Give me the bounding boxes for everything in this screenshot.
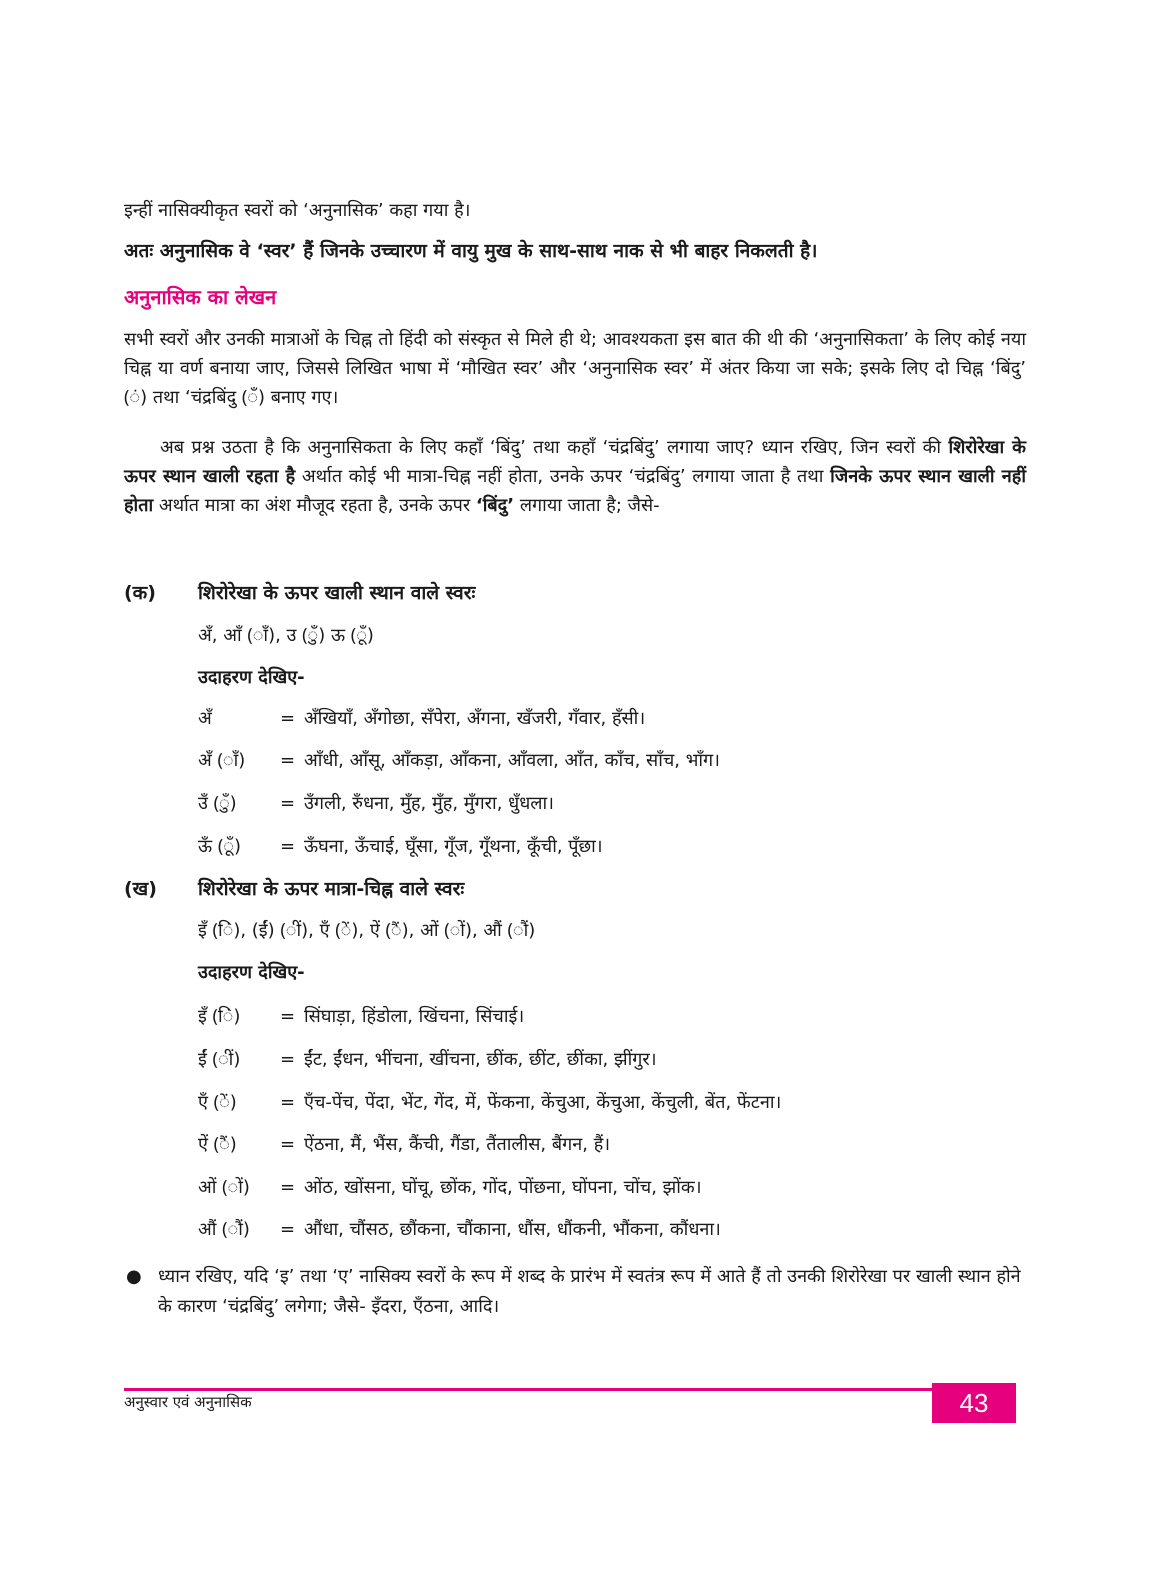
example-words: आँधी, आँसू, आँकड़ा, आँकना, आँवला, आँत, काँच, साँच, भाँग। — [304, 750, 720, 771]
intro-text: इन्हीं नासिक्यीकृत स्वरों को ‘अनुनासिक’ कहा गया है। — [124, 200, 471, 221]
example-words: ईंट, ईंधन, भींचना, खींचना, छींक, छींट, छींका, झींगुर। — [304, 1049, 657, 1070]
equals-sign: = — [280, 1177, 296, 1198]
example-row — [198, 1130, 610, 1160]
example-key: अँ (ाँ) — [198, 750, 246, 771]
equals-sign: = — [280, 836, 296, 857]
example-row — [198, 1215, 721, 1245]
paragraph-2-text-3: अर्थात मात्रा का अंश मौजूद रहता है, उनके ऊपर — [153, 495, 476, 516]
section-b-label: (ख) — [124, 878, 157, 900]
section-a-examples-title: उदाहरण देखिए- — [198, 667, 305, 688]
example-row — [198, 832, 603, 862]
example-key: एँ (ें) — [198, 1092, 237, 1113]
example-key: ऐं (ैं) — [198, 1134, 237, 1155]
paragraph-2-text-4: लगाया जाता है; जैसे- — [514, 495, 660, 516]
example-row — [198, 1173, 702, 1203]
example-row — [198, 704, 645, 734]
bullet-icon: ● — [126, 1266, 142, 1287]
equals-sign: = — [280, 1092, 296, 1113]
paragraph-2-bold-3: ‘बिंदु’ — [475, 495, 515, 516]
page-number: 43 — [932, 1383, 1016, 1423]
example-words: एँच-पेंच, पेंदा, भेंट, गेंद, में, फेंकना, केंचुआ, केंचुआ, केंचुली, बेंत, फेंटना। — [304, 1092, 782, 1113]
section-a-title: शिरोरेखा के ऊपर खाली स्थान वाले स्वरः — [198, 582, 476, 604]
paragraph-2-text-2: अर्थात कोई भी मात्रा-चिह्न नहीं होता, उनके ऊपर ‘चंद्रबिंदु’ लगाया जाता है तथा — [295, 466, 831, 487]
section-a-label: (क) — [124, 582, 156, 604]
equals-sign: = — [280, 793, 296, 814]
example-key: औं (ौं) — [198, 1219, 250, 1240]
equals-sign: = — [280, 750, 296, 771]
paragraph-2-bold-1: शिरोरेखा के ऊपर स्थान खाली रहता है — [124, 437, 1026, 487]
equals-sign: = — [280, 1049, 296, 1070]
section-b-examples-title: उदाहरण देखिए- — [198, 962, 305, 983]
footer-chapter-title: अनुस्वार एवं अनुनासिक — [124, 1393, 252, 1411]
example-row — [198, 1002, 524, 1032]
equals-sign: = — [280, 1006, 296, 1027]
paragraph-1: सभी स्वरों और उनकी मात्राओं के चिह्न तो हिंदी को संस्कृत से मिले ही थे; आवश्यकता इस बात की थी की ‘अनुनासिकता’ के लिए कोई नया चिह्न या वर्ण बनाया जाए, जिससे लिखित भाषा में ‘मौखित स्वर’ और ‘अनुनासिक स्वर’ में अंतर किया जा सके; इसके लिए दो चिह्न ‘बिंदु’ (ं) तथा ‘चंद्रबिंदु (ँ) बनाए गए। — [124, 329, 1026, 408]
example-key: उँ (ुँ) — [198, 793, 237, 814]
example-row — [198, 1045, 657, 1075]
section-b-title: शिरोरेखा के ऊपर मात्रा-चिह्न वाले स्वरः — [198, 878, 465, 900]
note-text: ध्यान रखिए, यदि ‘इ’ तथा ‘ए’ नासिक्य स्वरों के रूप में शब्द के प्रारंभ में स्वतंत्र रूप में आते हैं तो उनकी शिरोरेखा पर खाली स्थान होने के कारण ‘चंद्रबिंदु’ लगेगा; जैसे- इँदरा, एँठना, आदि। — [158, 1266, 1021, 1317]
example-row — [198, 1088, 781, 1118]
example-words: अँखियाँ, अँगोछा, सँपेरा, अँगना, खँजरी, गँवार, हँसी। — [304, 708, 646, 729]
example-key: ईं (ीं) — [198, 1049, 241, 1070]
paragraph-2 — [124, 433, 1026, 520]
paragraph-2-text-1: अब प्रश्न उठता है कि अनुनासिकता के लिए कहाँ ‘बिंदु’ तथा कहाँ ‘चंद्रबिंदु’ लगाया जाए? ध्यान रखिए, जिन स्वरों की — [160, 437, 949, 458]
equals-sign: = — [280, 1219, 296, 1240]
example-words: ऐंठना, मैं, भैंस, कैंची, गैंडा, तैंतालीस, बैंगन, हैं। — [304, 1134, 611, 1155]
example-key: अँ — [198, 708, 212, 729]
example-words: ओंठ, खोंसना, घोंचू, छोंक, गोंद, पोंछना, घोंपना, चोंच, झोंक। — [304, 1177, 702, 1198]
equals-sign: = — [280, 1134, 296, 1155]
section-b-header — [124, 874, 464, 904]
section-b-vowels: इँ (िं), (ईं) (ीं), एँ (ें), ऐं (ैं), ओं (ों), औं (ौं) — [198, 920, 536, 941]
example-row — [198, 789, 554, 819]
example-key: ओं (ों) — [198, 1177, 250, 1198]
example-row — [198, 746, 720, 776]
example-key: ऊँ (ूँ) — [198, 836, 241, 857]
section-a-vowels: अँ, आँ (ाँ), उ (ुँ) ऊ (ूँ) — [198, 625, 374, 646]
paragraph-2-bold-2: जिनके ऊपर स्थान खाली नहीं होता — [124, 466, 1026, 516]
example-key: इँ (िं) — [198, 1006, 241, 1027]
definition-text: अतः अनुनासिक वे ‘स्वर’ हैं जिनके उच्चारण में वायु मुख के साथ-साथ नाक से भी बाहर निकलती है। — [124, 240, 818, 262]
example-words: औंधा, चौंसठ, छौंकना, चौंकाना, धौंस, धौंकनी, भौंकना, कौंधना। — [304, 1219, 721, 1240]
example-words: सिंघाड़ा, हिंडोला, खिंचना, सिंचाई। — [304, 1006, 525, 1027]
section-a-header — [124, 578, 475, 608]
example-words: ऊँघना, ऊँचाई, घूँसा, गूँज, गूँथना, कूँची, पूँछा। — [304, 836, 603, 857]
note-block — [124, 1262, 1026, 1322]
example-words: उँगली, रुँधना, मुँह, मुँह, मुँगरा, धुँधला। — [304, 793, 554, 814]
section-heading: अनुनासिक का लेखन — [124, 285, 277, 309]
footer-divider — [124, 1388, 932, 1391]
equals-sign: = — [280, 708, 296, 729]
